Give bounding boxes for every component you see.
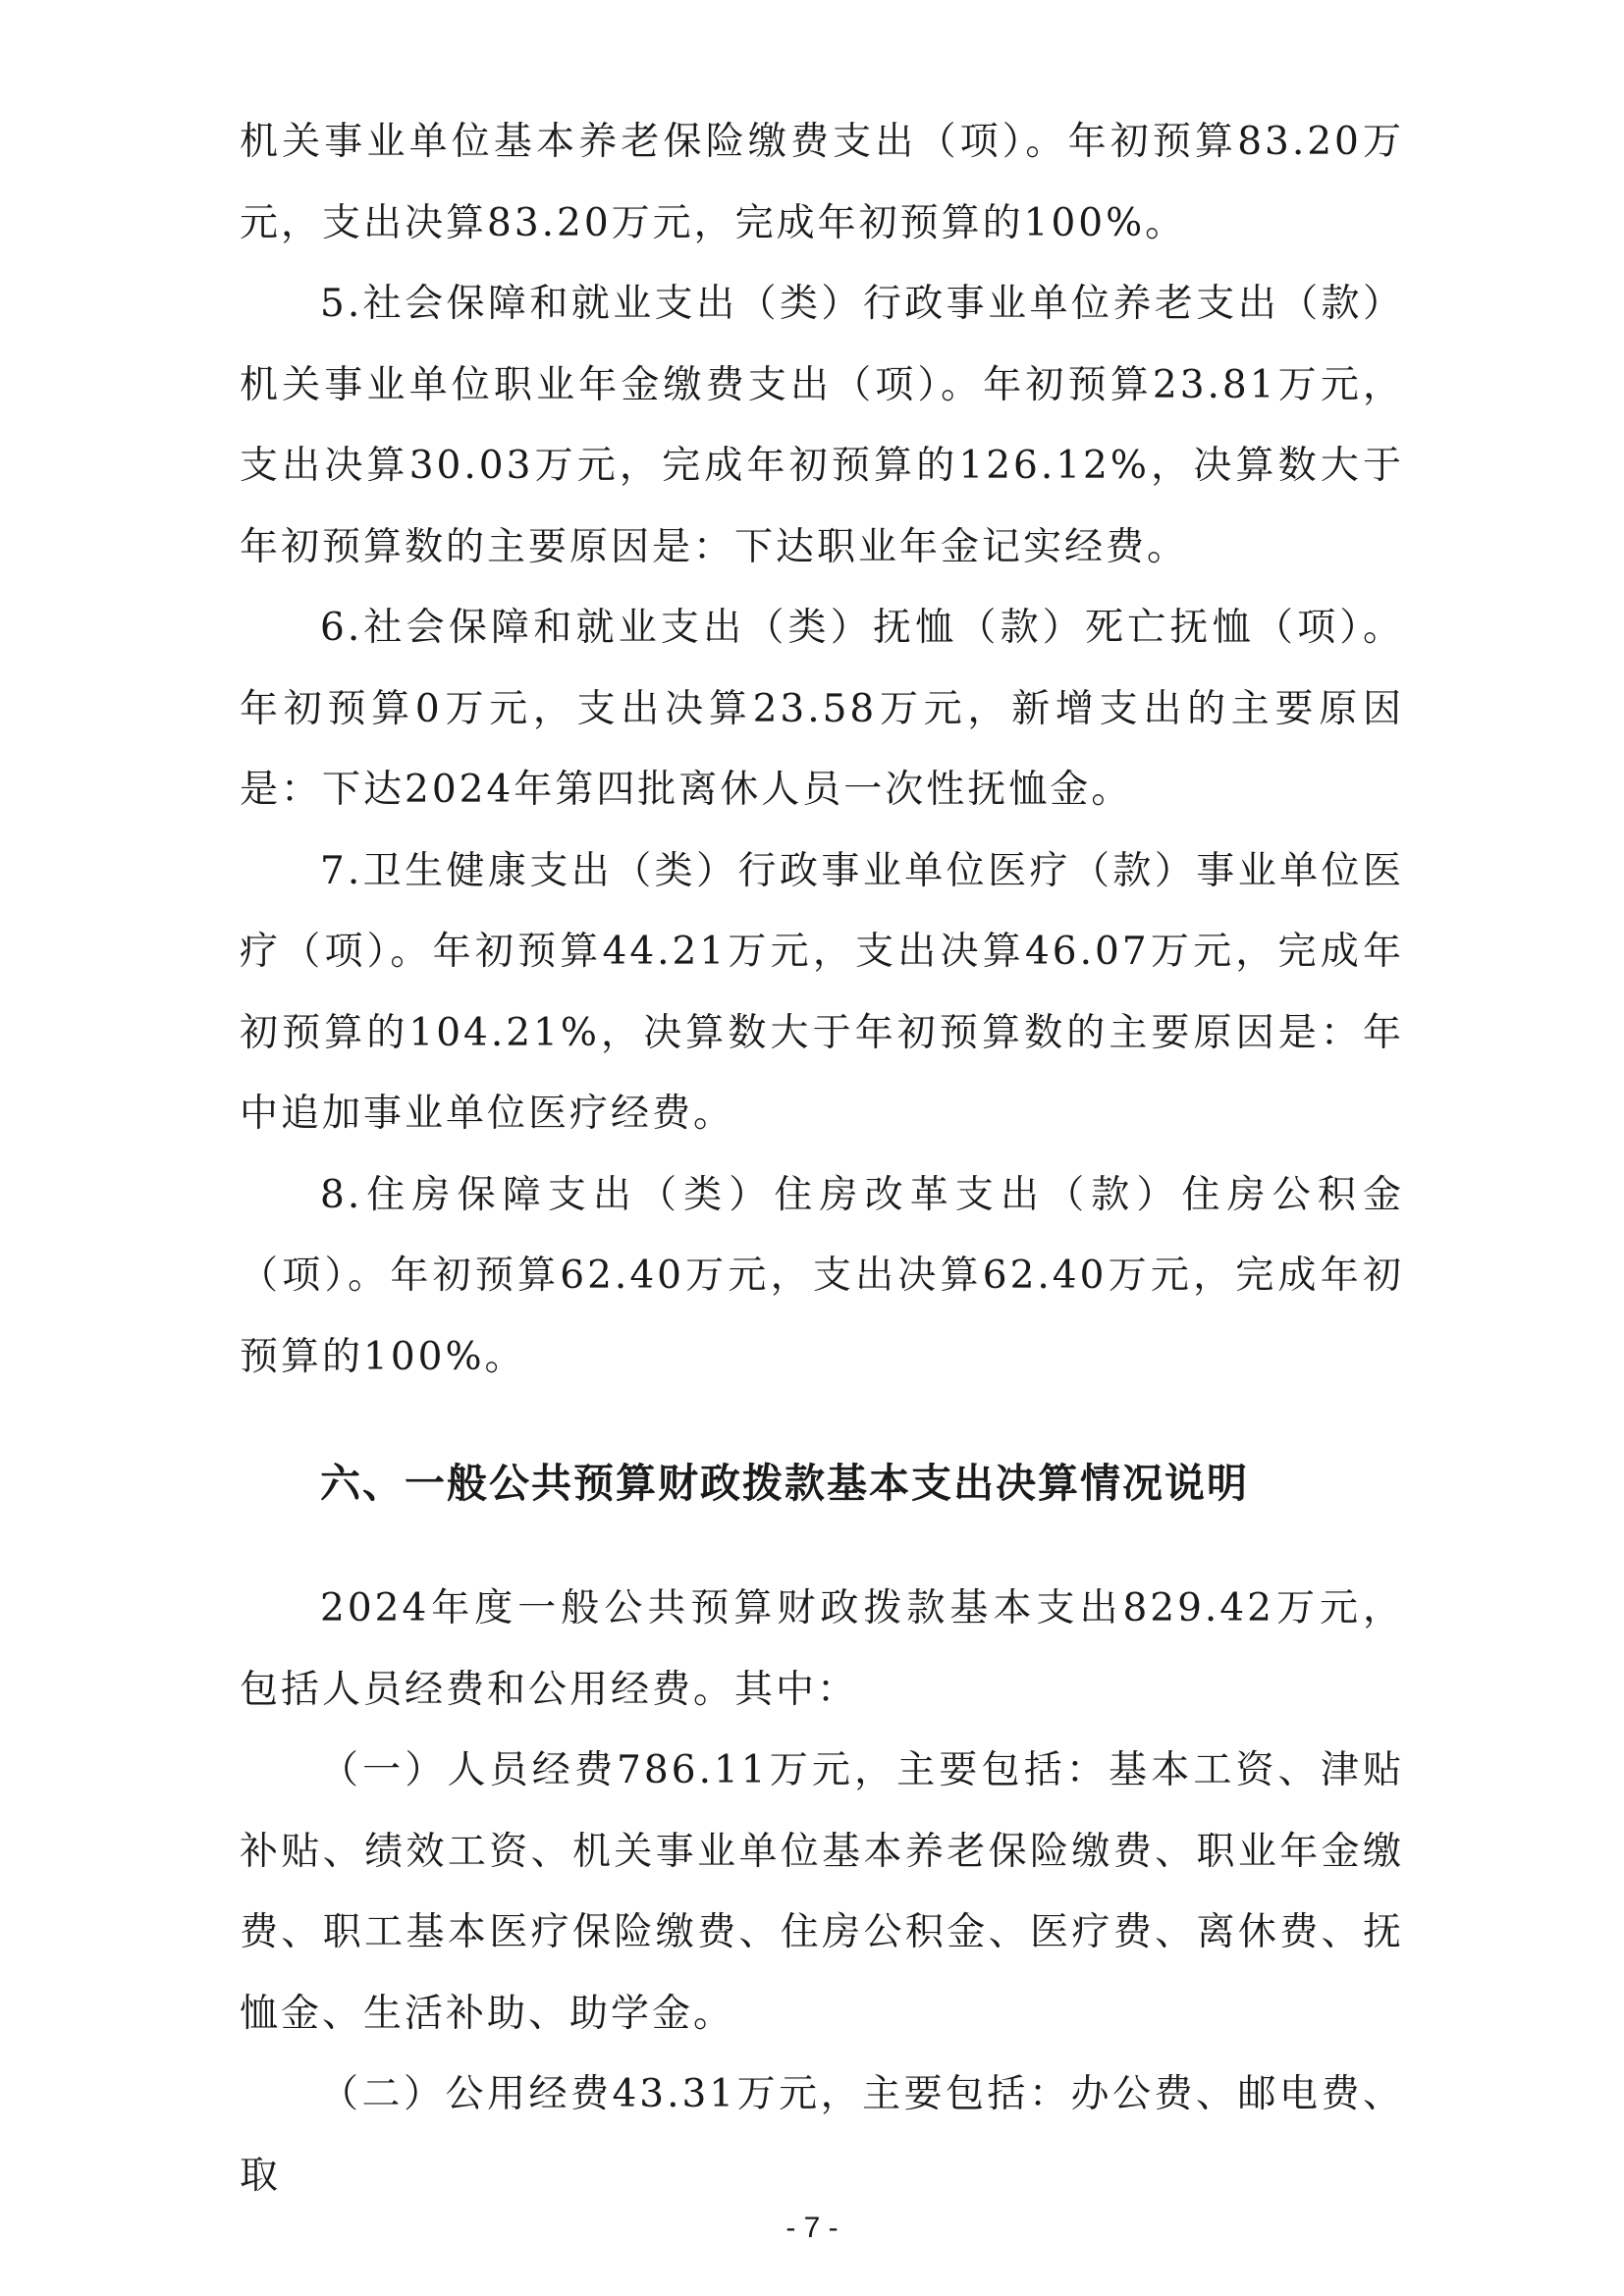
section-heading: 六、一般公共预算财政拨款基本支出决算情况说明 <box>320 1460 1249 1507</box>
paragraph-item-7: 7.卫生健康支出（类）行政事业单位医疗（款）事业单位医疗（项）。年初预算44.21万元，支出决算46.07万元，完成年初预算的104.21%，决算数大于年初预算数的主要原因是：年中追加事业单位医疗经费。 <box>240 848 1404 1136</box>
paragraph-personnel-expenses: （一）人员经费786.11万元，主要包括：基本工资、津贴补贴、绩效工资、机关事业单位基本养老保险缴费、职业年金缴费、职工基本医疗保险缴费、住房公积金、医疗费、离休费、抚恤金、生活补助、助学金。 <box>240 1748 1404 2036</box>
document-page <box>240 102 1404 2216</box>
paragraph-public-expenses: （二）公用经费43.31万元，主要包括：办公费、邮电费、取 <box>240 2072 1404 2198</box>
paragraph-item-5: 5.社会保障和就业支出（类）行政事业单位养老支出（款）机关事业单位职业年金缴费支出（项）。年初预算23.81万元，支出决算30.03万元，完成年初预算的126.12%，决算数大于年初预算数的主要原因是：下达职业年金记实经费。 <box>240 282 1404 569</box>
paragraph-continuation: 机关事业单位基本养老保险缴费支出（项）。年初预算83.20万元，支出决算83.20万元，完成年初预算的100%。 <box>240 120 1404 245</box>
paragraph-summary: 2024年度一般公共预算财政拨款基本支出829.42万元，包括人员经费和公用经费。其中： <box>240 1586 1404 1712</box>
paragraph-item-6: 6.社会保障和就业支出（类）抚恤（款）死亡抚恤（项）。年初预算0万元，支出决算23.58万元，新增支出的主要原因是：下达2024年第四批离休人员一次性抚恤金。 <box>240 606 1404 812</box>
paragraph-item-8: 8.住房保障支出（类）住房改革支出（款）住房公积金（项）。年初预算62.40万元，支出决算62.40万元，完成年初预算的100%。 <box>240 1172 1404 1379</box>
page-number: - 7 - <box>785 2212 839 2244</box>
